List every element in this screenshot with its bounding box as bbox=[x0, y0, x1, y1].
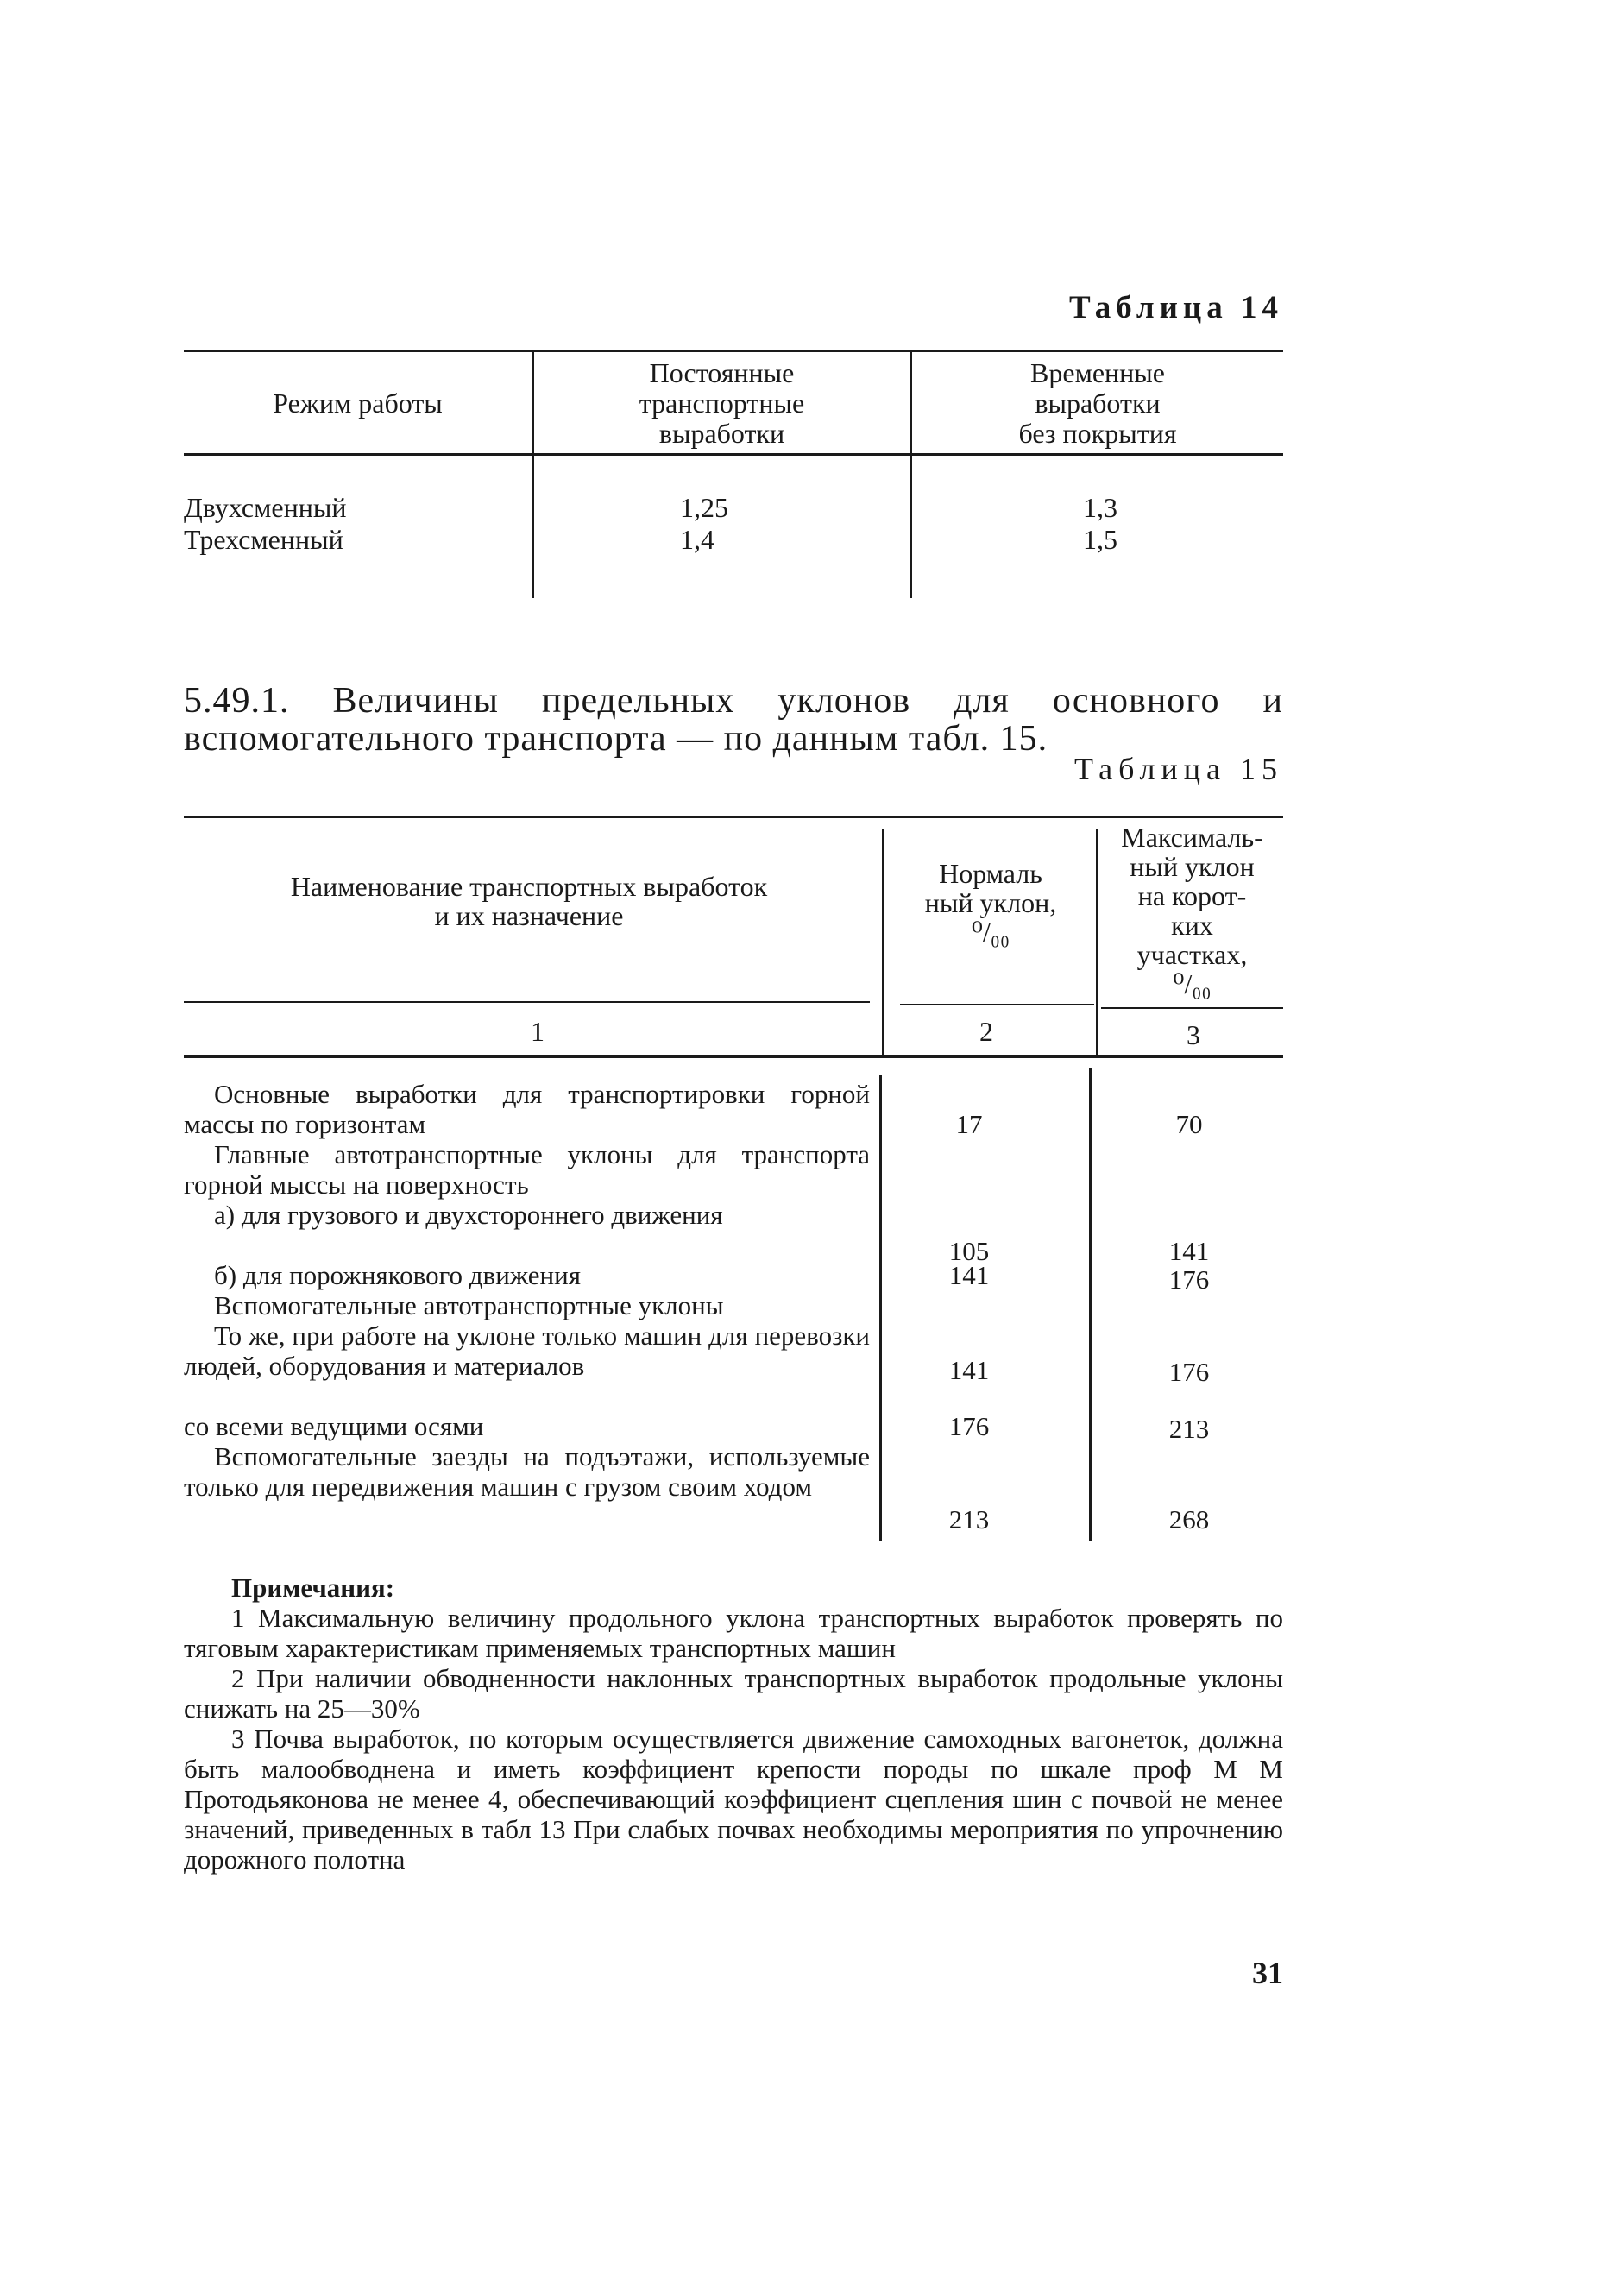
table15-row-normal: 213 bbox=[948, 1504, 990, 1535]
table15-row-text: Вспомогательные заезды на подъэтажи, используемые только для передвижения машин с грузом своим ходом bbox=[184, 1441, 870, 1502]
table15-header-rule-1 bbox=[184, 1001, 870, 1003]
table15-header-normal bbox=[887, 859, 1094, 947]
header-line: на корот- bbox=[1137, 880, 1247, 911]
table15-caption: Таблица 15 bbox=[1074, 752, 1283, 786]
note-item: 2 При наличии обводненности наклонных транспортных выработок продольные уклоны снижать на 25—30% bbox=[184, 1663, 1283, 1724]
table14-header-mode: Режим работы bbox=[273, 388, 443, 419]
note-item: 1 Максимальную величину продольного уклона транспортных выработок проверять по тяговым характеристикам применяемых транспортных машин bbox=[184, 1603, 1283, 1663]
table15-body-divider-1 bbox=[879, 1075, 882, 1541]
table15-divider-2 bbox=[1096, 829, 1098, 1057]
notes-title: Примечания: bbox=[231, 1573, 395, 1603]
table15 bbox=[184, 816, 1283, 1549]
table15-divider-1 bbox=[882, 829, 884, 1057]
table15-row-normal: 141 bbox=[948, 1355, 990, 1385]
header-line: транспортные bbox=[639, 388, 805, 419]
table15-row-text: Вспомогательные автотранспортные уклоны bbox=[214, 1290, 724, 1320]
header-line: и их назначение bbox=[434, 900, 624, 931]
header-line: ный уклон bbox=[1130, 851, 1255, 882]
header-line: Нормаль bbox=[939, 858, 1042, 889]
table15-header-rule-2 bbox=[900, 1004, 1094, 1005]
table15-row-max: 70 bbox=[1175, 1109, 1203, 1139]
table15-row-max: 176 bbox=[1168, 1264, 1210, 1295]
header-line: Наименование транспортных выработок bbox=[290, 871, 768, 902]
table15-top-rule bbox=[184, 816, 1283, 818]
table15-row-text: б) для порожнякового движения bbox=[214, 1260, 581, 1290]
header-line: ный уклон, bbox=[924, 887, 1057, 918]
table15-row-text: со всеми ведущими осями bbox=[184, 1411, 484, 1441]
table15-row-text: То же, при работе на уклоне только машин для перевозки людей, оборудования и материалов bbox=[184, 1320, 870, 1381]
paragraph-5-49-1: 5.49.1. Величины предельных уклонов для основного и вспомогательного транспорта — по данным табл. 15. bbox=[184, 681, 1283, 759]
table14-header-temporary bbox=[912, 358, 1283, 449]
page-number: 31 bbox=[1252, 1956, 1283, 1990]
header-line: Максималь- bbox=[1121, 822, 1263, 853]
note-item: 3 Почва выработок, по которым осуществляется движение самоходных вагонеток, должна быть малообводнена и иметь коэффициент крепости породы по шкале проф М М Протодьяконова не менее 4, обеспечивающий коэффициент сцепления шин с почвой не менее значений, приведенных в табл 13 При слабых почвах необходимы мероприятия по упрочнению дорожного полотна bbox=[184, 1724, 1283, 1875]
notes bbox=[184, 1573, 1283, 1875]
header-line: выработки bbox=[658, 418, 785, 449]
table15-row-normal: 17 bbox=[955, 1109, 983, 1139]
column-number: 3 bbox=[1187, 1019, 1200, 1050]
table15-header-name bbox=[184, 872, 874, 930]
table15-row-max: 176 bbox=[1168, 1357, 1210, 1387]
table14-row-permanent: 1,25 bbox=[680, 492, 728, 523]
table15-header-max bbox=[1101, 823, 1283, 999]
table15-row-max: 213 bbox=[1168, 1414, 1210, 1444]
header-line: ⁰/₀₀ bbox=[971, 917, 1010, 948]
table14-row-mode: Двухсменный bbox=[184, 492, 347, 523]
table15-row-normal: 141 bbox=[948, 1260, 990, 1290]
table14-caption: Таблица 14 bbox=[1069, 290, 1283, 325]
table15-row-text: Основные выработки для транспортировки горной массы по горизонтам bbox=[184, 1079, 870, 1139]
table15-row-max: 268 bbox=[1168, 1504, 1210, 1535]
table15-row-text: а) для грузового и двухстороннего движения bbox=[214, 1200, 723, 1230]
table15-row-normal: 176 bbox=[948, 1411, 990, 1441]
table15-body-divider-2 bbox=[1089, 1068, 1092, 1541]
column-number: 1 bbox=[531, 1016, 544, 1047]
header-line: Временные bbox=[1030, 357, 1165, 388]
table14-row-mode: Трехсменный bbox=[184, 524, 343, 555]
header-line: участках, bbox=[1136, 939, 1248, 970]
header-line: ⁰/₀₀ bbox=[1173, 968, 1212, 999]
table15-colnum-rule bbox=[184, 1055, 1283, 1058]
table15-row-max: 141 bbox=[1168, 1236, 1210, 1266]
table15-row-normal: 105 bbox=[948, 1236, 990, 1266]
header-line: ких bbox=[1171, 910, 1213, 941]
table14-top-rule bbox=[184, 350, 1283, 352]
table15-row-text: Главные автотранспортные уклоны для транспорта горной мыссы на поверхность bbox=[184, 1139, 870, 1200]
table14-header-rule bbox=[184, 453, 1283, 456]
header-line: Постоянные bbox=[649, 357, 795, 388]
table15-header-rule-3 bbox=[1101, 1007, 1283, 1009]
table14 bbox=[184, 350, 1283, 604]
table14-row-temporary: 1,5 bbox=[1083, 524, 1117, 555]
header-line: выработки bbox=[1035, 388, 1161, 419]
table14-row-temporary: 1,3 bbox=[1083, 492, 1117, 523]
column-number: 2 bbox=[979, 1016, 993, 1047]
table14-row-permanent: 1,4 bbox=[680, 524, 714, 555]
header-line: без покрытия bbox=[1018, 418, 1177, 449]
table14-header-permanent bbox=[534, 358, 910, 449]
